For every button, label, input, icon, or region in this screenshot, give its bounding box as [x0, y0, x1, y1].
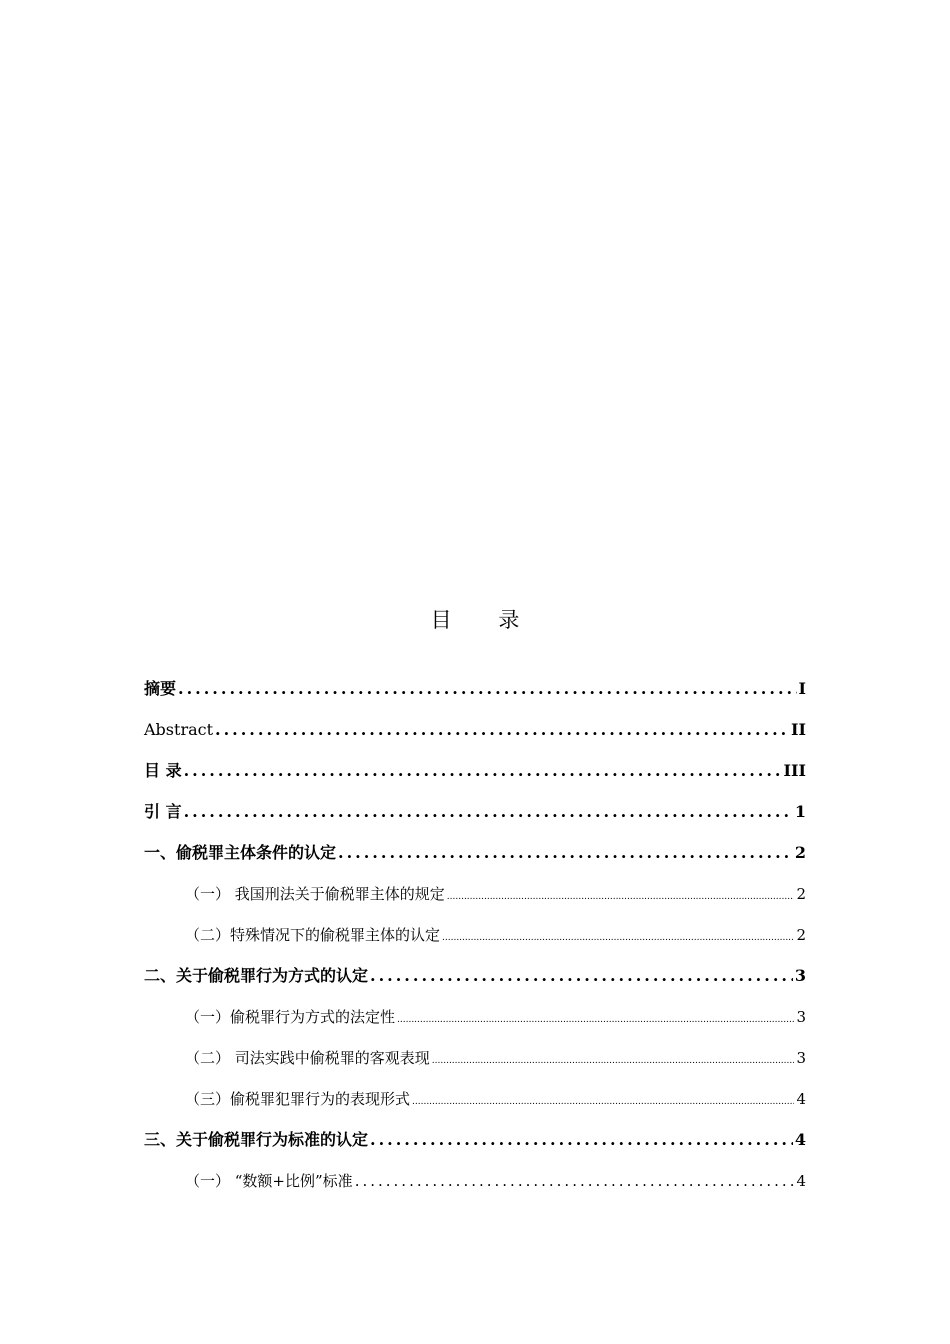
toc-entry-page: I: [798, 679, 806, 698]
toc-dot-leader: [442, 921, 794, 955]
toc-entry-chapter-1[interactable]: [144, 836, 806, 877]
toc-dot-leader: [184, 754, 782, 788]
toc-entry-label: （二） 司法实践中偷税罪的客观表现: [185, 1049, 430, 1067]
toc-entry-introduction[interactable]: [144, 795, 806, 836]
toc-entry-section-3-1[interactable]: [144, 1164, 806, 1205]
toc-list: [144, 672, 806, 1205]
toc-entry-abstract-cn[interactable]: [144, 672, 806, 713]
toc-entry-page: 4: [796, 1172, 806, 1190]
toc-entry-page: 1: [794, 802, 806, 821]
toc-entry-page: 3: [796, 1008, 806, 1026]
toc-entry-label: 摘要: [144, 679, 177, 698]
toc-entry-label: （一）偷税罪行为方式的法定性: [185, 1008, 396, 1026]
toc-entry-label: 三、关于偷税罪行为标准的认定: [144, 1130, 369, 1149]
toc-dot-leader: [178, 672, 797, 706]
toc-dot-leader: [338, 836, 793, 870]
toc-entry-label: 二、关于偷税罪行为方式的认定: [144, 966, 369, 985]
toc-dot-leader: [215, 713, 789, 747]
toc-dot-leader: [370, 959, 793, 993]
toc-entry-page: 4: [794, 1130, 806, 1149]
toc-entry-label: Abstract: [144, 720, 214, 739]
toc-entry-page: 2: [796, 885, 806, 903]
toc-dot-leader: [184, 795, 793, 829]
toc-entry-section-2-3[interactable]: [144, 1082, 806, 1123]
toc-dot-leader: [355, 1164, 795, 1198]
toc-entry-page: 2: [796, 926, 806, 944]
toc-entry-contents[interactable]: [144, 754, 806, 795]
toc-entry-section-2-1[interactable]: [144, 1000, 806, 1041]
toc-entry-label: （一） “数额+比例”标准: [185, 1172, 353, 1190]
toc-entry-page: III: [783, 761, 806, 780]
toc-entry-page: II: [791, 720, 806, 739]
toc-dot-leader: [447, 880, 795, 914]
toc-entry-label: （一） 我国刑法关于偷税罪主体的规定: [185, 885, 445, 903]
toc-entry-label: （二）特殊情况下的偷税罪主体的认定: [185, 926, 441, 944]
toc-entry-label: 一、偷税罪主体条件的认定: [144, 843, 337, 862]
toc-dot-leader: [370, 1123, 793, 1157]
toc-entry-section-2-2[interactable]: [144, 1041, 806, 1082]
toc-entry-abstract-en[interactable]: [144, 713, 806, 754]
toc-dot-leader: [432, 1044, 795, 1078]
toc-title: 目 录: [430, 608, 540, 632]
toc-entry-chapter-2[interactable]: [144, 959, 806, 1000]
toc-dot-leader: [412, 1085, 794, 1119]
toc-entry-page: 4: [796, 1090, 806, 1108]
toc-entry-label: 目 录: [144, 761, 182, 780]
toc-entry-section-1-1[interactable]: [144, 877, 806, 918]
toc-dot-leader: [397, 1003, 794, 1037]
toc-entry-section-1-2[interactable]: [144, 918, 806, 959]
toc-entry-page: 3: [794, 966, 806, 985]
toc-entry-chapter-3[interactable]: [144, 1123, 806, 1164]
toc-entry-page: 2: [794, 843, 806, 862]
toc-entry-label: （三）偷税罪犯罪行为的表现形式: [185, 1090, 411, 1108]
toc-entry-label: 引 言: [144, 802, 182, 821]
toc-entry-page: 3: [796, 1049, 806, 1067]
